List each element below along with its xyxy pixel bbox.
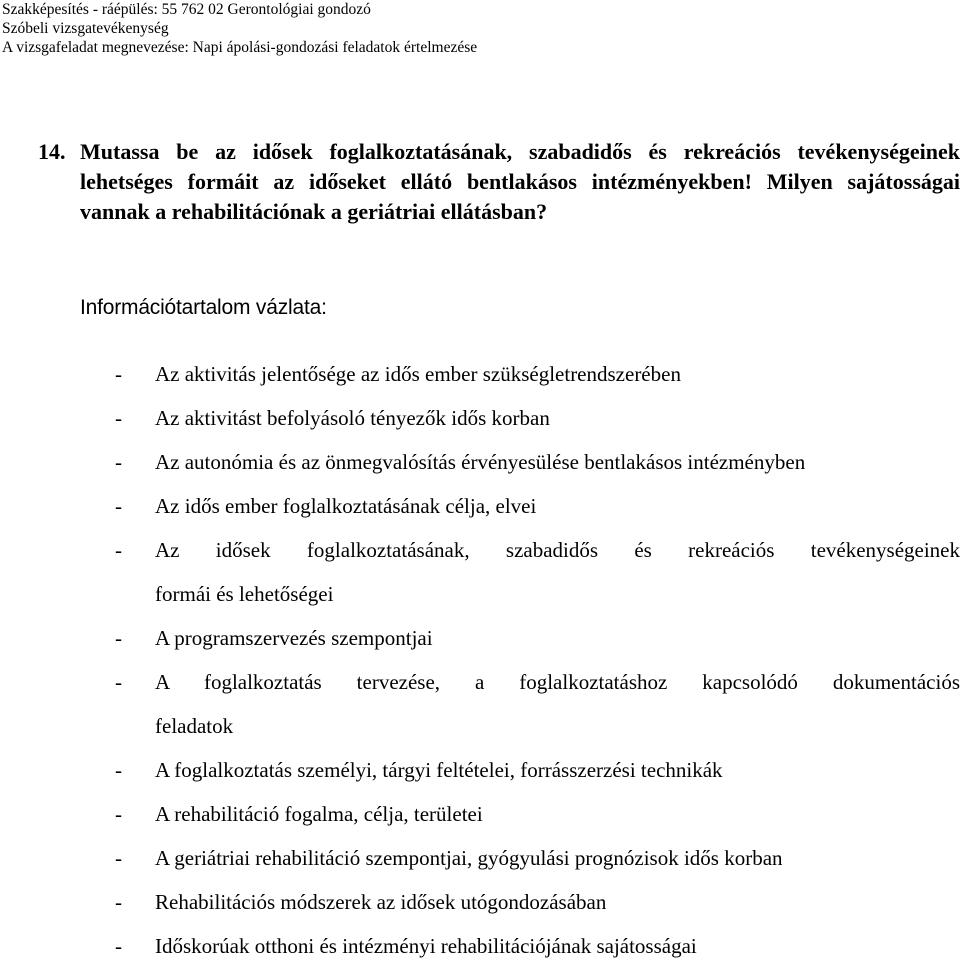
list-item <box>115 484 960 528</box>
list-bullet: - <box>115 846 122 870</box>
list-item-continuation: formái és lehetőségei <box>155 582 334 606</box>
question-number: 14. <box>38 139 66 164</box>
document-header <box>2 0 477 57</box>
list-item-text: A rehabilitáció fogalma, célja, területei <box>155 802 483 826</box>
list-item-text: A foglalkoztatás tervezése, a foglalkoztatáshoz kapcsolódó dokumentációs <box>155 670 960 694</box>
list-item-text: A foglalkoztatás személyi, tárgyi feltételei, forrásszerzési technikák <box>155 758 723 782</box>
list-item-continuation: feladatok <box>155 714 234 738</box>
list-item <box>115 836 960 880</box>
list-bullet: - <box>115 934 122 958</box>
list-item-text: Az autonómia és az önmegvalósítás érvényesülése bentlakásos intézményben <box>155 450 806 474</box>
list-item <box>115 440 960 484</box>
question-text: Mutassa be az idősek foglalkoztatásának, szabadidős és rekreációs tevékenységeinek lehetséges formáit az időseket ellátó bentlakásos intézményekben! Milyen sajátosságai vannak a rehabilitációnak a geriátriai ellátásban? <box>80 139 960 224</box>
list-item-text: Az aktivitás jelentősége az idős ember szükségletrendszerében <box>155 362 681 386</box>
list-item-text: Rehabilitációs módszerek az idősek utógondozásában <box>155 890 607 914</box>
list-item <box>115 616 960 660</box>
list-bullet: - <box>115 670 122 694</box>
list-item <box>115 880 960 924</box>
list-bullet: - <box>115 626 122 650</box>
list-bullet: - <box>115 362 122 386</box>
outline-list <box>115 352 960 968</box>
header-task-name: A vizsgafeladat megnevezése: Napi ápolási-gondozási feladatok értelmezése <box>2 39 478 56</box>
list-item <box>115 792 960 836</box>
outline-title: Információtartalom vázlata: <box>80 296 327 319</box>
list-bullet: - <box>115 802 122 826</box>
list-item <box>115 528 960 616</box>
list-item <box>115 352 960 396</box>
list-bullet: - <box>115 890 122 914</box>
header-exam-type: Szóbeli vizsgatevékenység <box>2 20 169 37</box>
list-item-text: Időskorúak otthoni és intézményi rehabilitációjának sajátosságai <box>155 934 697 958</box>
list-item-text: A programszervezés szempontjai <box>155 626 433 650</box>
list-item <box>115 748 960 792</box>
list-item <box>115 660 960 748</box>
list-item <box>115 396 960 440</box>
list-bullet: - <box>115 538 122 562</box>
list-bullet: - <box>115 494 122 518</box>
question-block <box>38 137 960 227</box>
list-item-text: Az aktivitást befolyásoló tényezők idős korban <box>155 406 550 430</box>
list-item-text: Az idős ember foglalkoztatásának célja, elvei <box>155 494 537 518</box>
list-bullet: - <box>115 758 122 782</box>
list-item-text: A geriátriai rehabilitáció szempontjai, gyógyulási prognózisok idős korban <box>155 846 783 870</box>
list-item <box>115 924 960 968</box>
list-bullet: - <box>115 406 122 430</box>
header-qualification: Szakképesítés - ráépülés: 55 762 02 Gerontológiai gondozó <box>2 1 371 18</box>
list-bullet: - <box>115 450 122 474</box>
list-item-text: Az idősek foglalkoztatásának, szabadidős és rekreációs tevékenységeinek <box>155 538 960 562</box>
